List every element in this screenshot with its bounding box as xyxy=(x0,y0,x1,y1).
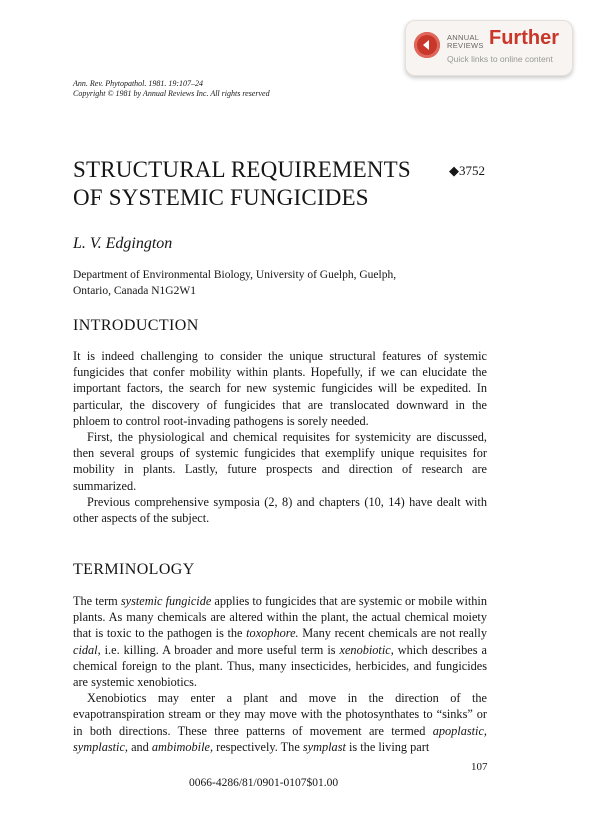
paragraph: First, the physiological and chemical requisites for systemicity are discussed, then several groups of systemic fungicides that exemplify unique requisites for mobility in plants. Lastly, future prospects and direction of research are summarized. xyxy=(73,430,487,493)
text-run: applies to fungicides that are systemic or mobile within plants. As many chemicals are altered within the plant, the actual chemical moiety that is toxic to the pathogen is the xyxy=(73,594,487,641)
term-emphasis: toxophore. xyxy=(246,626,299,641)
badge-annual-text: ANNUAL xyxy=(447,33,480,42)
article-id: ◆3752 xyxy=(449,163,485,178)
term-emphasis: ambimobile, xyxy=(151,739,214,754)
title-line-1: STRUCTURAL REQUIREMENTS xyxy=(73,157,411,182)
annual-reviews-further-badge[interactable] xyxy=(405,20,573,76)
paragraph xyxy=(73,593,487,690)
author-affiliation xyxy=(73,267,396,299)
section-heading-introduction: INTRODUCTION xyxy=(73,317,199,334)
section-heading-terminology: TERMINOLOGY xyxy=(73,561,195,578)
text-run: i.e. killing. A broader and more useful term is xyxy=(100,642,340,657)
term-emphasis: systemic fungicide xyxy=(120,594,212,608)
paragraph: Previous comprehensive symposia (2, 8) and chapters (10, 14) have dealt with other aspects of the subject. xyxy=(73,494,487,526)
text-run: Xenobiotics may enter a plant and move in the direction of the evapotranspiration stream or they may move with the photosynthates to “sinks” or in both directions. These three patterns of movement are termed xyxy=(73,691,487,738)
text-run: and xyxy=(128,739,152,754)
text-run: The term xyxy=(73,594,121,608)
term-emphasis: symplastic, xyxy=(73,739,128,754)
badge-further-text: Further xyxy=(489,27,559,49)
text-run: Many recent chemicals are not really xyxy=(298,626,487,641)
author-name: L. V. Edgington xyxy=(73,235,173,252)
terminology-body xyxy=(73,593,487,755)
play-icon xyxy=(414,32,440,58)
badge-publisher-label xyxy=(447,34,484,50)
term-emphasis: apoplastic, xyxy=(432,723,487,738)
copyright-line: Copyright © 1981 by Annual Reviews Inc. All rights reserved xyxy=(73,89,270,98)
badge-subtitle: Quick links to online content xyxy=(447,54,553,64)
text-run: which describes a chemical foreign to the plant. Thus, many insecticides, herbicides, and fungicides are systemic xenobiotics. xyxy=(73,642,487,690)
introduction-body xyxy=(73,348,487,526)
title-line-2: OF SYSTEMIC FUNGICIDES xyxy=(73,185,369,210)
term-emphasis: symplast xyxy=(302,739,346,754)
text-run: respectively. The xyxy=(213,739,303,754)
affiliation-line-1: Department of Environmental Biology, University of Guelph, Guelph, xyxy=(73,269,397,281)
badge-reviews-text: REVIEWS xyxy=(447,41,484,50)
journal-citation xyxy=(73,79,270,99)
term-emphasis: cidal, xyxy=(73,642,101,657)
paragraph xyxy=(73,690,487,755)
text-run: is the living part xyxy=(345,739,430,754)
paragraph: It is indeed challenging to consider the unique structural features of systemic fungicides that confer mobility within plants. Hopefully, if we can elucidate the important factors, the search for new systemic fungicides will be expedited. In particular, the discovery of fungicides that are translocated downward in the phloem to control root-invading pathogens is sorely needed. xyxy=(73,349,487,428)
footer-code: 0066-4286/81/0901-0107$01.00 xyxy=(189,777,339,789)
term-emphasis: xenobiotic, xyxy=(339,642,394,657)
article-title xyxy=(73,156,411,212)
affiliation-line-2: Ontario, Canada N1G2W1 xyxy=(73,285,196,297)
citation-line: Ann. Rev. Phytopathol. 1981. 19:107–24 xyxy=(73,79,204,88)
page-number: 107 xyxy=(471,761,488,773)
